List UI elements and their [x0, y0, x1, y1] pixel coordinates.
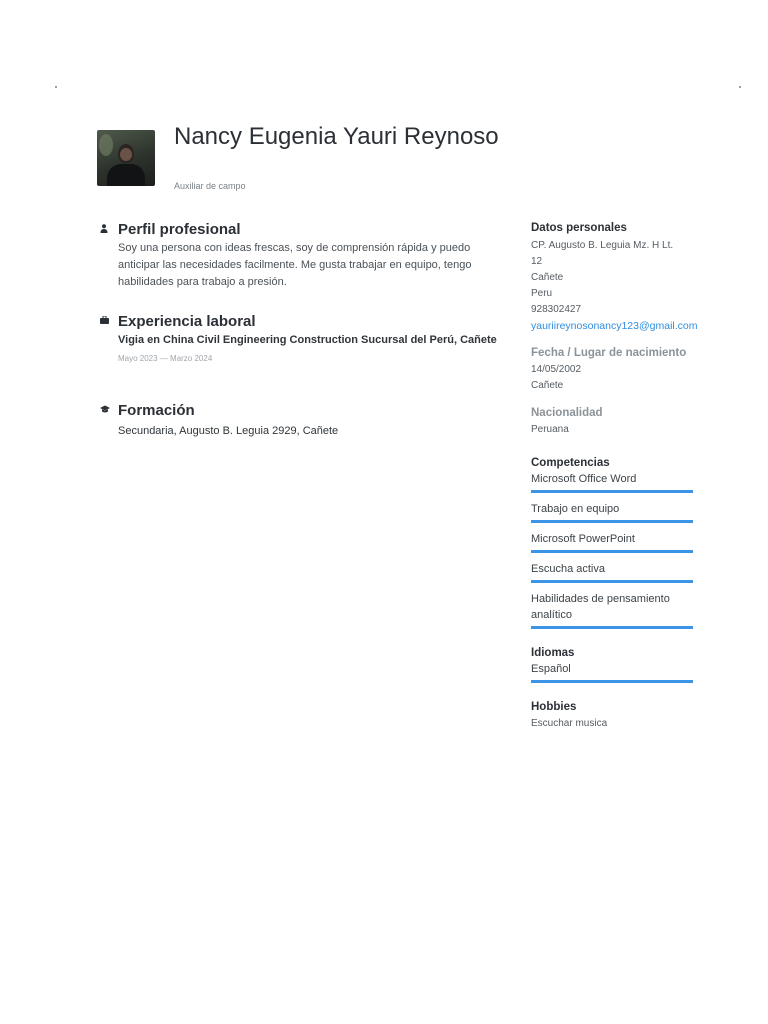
phone: 928302427: [531, 304, 582, 315]
skill-item: Microsoft PowerPoint: [531, 531, 693, 553]
skills-list: [531, 471, 716, 629]
personal-data-title: Datos personales: [531, 222, 627, 234]
language-item: Español: [531, 661, 693, 683]
email-link[interactable]: yauriireynosonancy123@gmail.com: [531, 320, 698, 332]
education-title: Formación: [118, 401, 195, 419]
hobbies-title: Hobbies: [531, 701, 577, 713]
experience-title: Experiencia laboral: [118, 312, 256, 330]
experience-section: [100, 312, 510, 367]
sidebar: [531, 222, 716, 732]
city: Cañete: [531, 272, 564, 283]
corner-mark-right: [739, 86, 741, 88]
address-line-2: 12: [531, 256, 543, 267]
hobbies-value: Escuchar musica: [531, 718, 608, 729]
corner-mark-left: [55, 86, 57, 88]
skills-title: Competencias: [531, 457, 610, 469]
job-position: Vigia en China Civil Engineering Construction Sucursal del Perú, Cañete: [118, 334, 497, 346]
skill-item: Trabajo en equipo: [531, 501, 693, 523]
job-dates: Mayo 2023 — Marzo 2024: [118, 354, 213, 363]
profile-text: Soy una persona con ideas frescas, soy de comprensión rápida y puedo anticipar las necesidades facilmente. Me gusta trabajar en equipo, tengo habilidades para trabajo a presión.: [118, 242, 472, 288]
profile-photo: [97, 130, 155, 186]
job-title: Auxiliar de campo: [174, 181, 246, 191]
birth-place: Cañete: [531, 380, 564, 391]
address-line-1: CP. Augusto B. Leguia Mz. H Lt.: [531, 240, 674, 251]
education-item: Secundaria, Augusto B. Leguia 2929, Cañete: [118, 425, 339, 437]
graduation-cap-icon: [100, 405, 118, 415]
skill-item: Microsoft Office Word: [531, 471, 693, 493]
candidate-name: Nancy Eugenia Yauri Reynoso: [174, 123, 499, 150]
birth-title: Fecha / Lugar de nacimiento: [531, 347, 687, 359]
person-icon: [100, 224, 118, 235]
personal-data: [531, 238, 716, 334]
nationality-title: Nacionalidad: [531, 407, 603, 419]
nationality-value: Peruana: [531, 424, 569, 435]
skill-item: Escucha activa: [531, 561, 693, 583]
country: Peru: [531, 288, 553, 299]
education-section: [100, 401, 510, 440]
briefcase-icon: [100, 316, 118, 326]
profile-title: Perfil profesional: [118, 220, 241, 238]
languages-list: [531, 661, 716, 683]
birth-date: 14/05/2002: [531, 364, 582, 375]
languages-title: Idiomas: [531, 647, 575, 659]
profile-section: [100, 220, 510, 291]
skill-item: Habilidades de pensamiento analítico: [531, 591, 693, 629]
